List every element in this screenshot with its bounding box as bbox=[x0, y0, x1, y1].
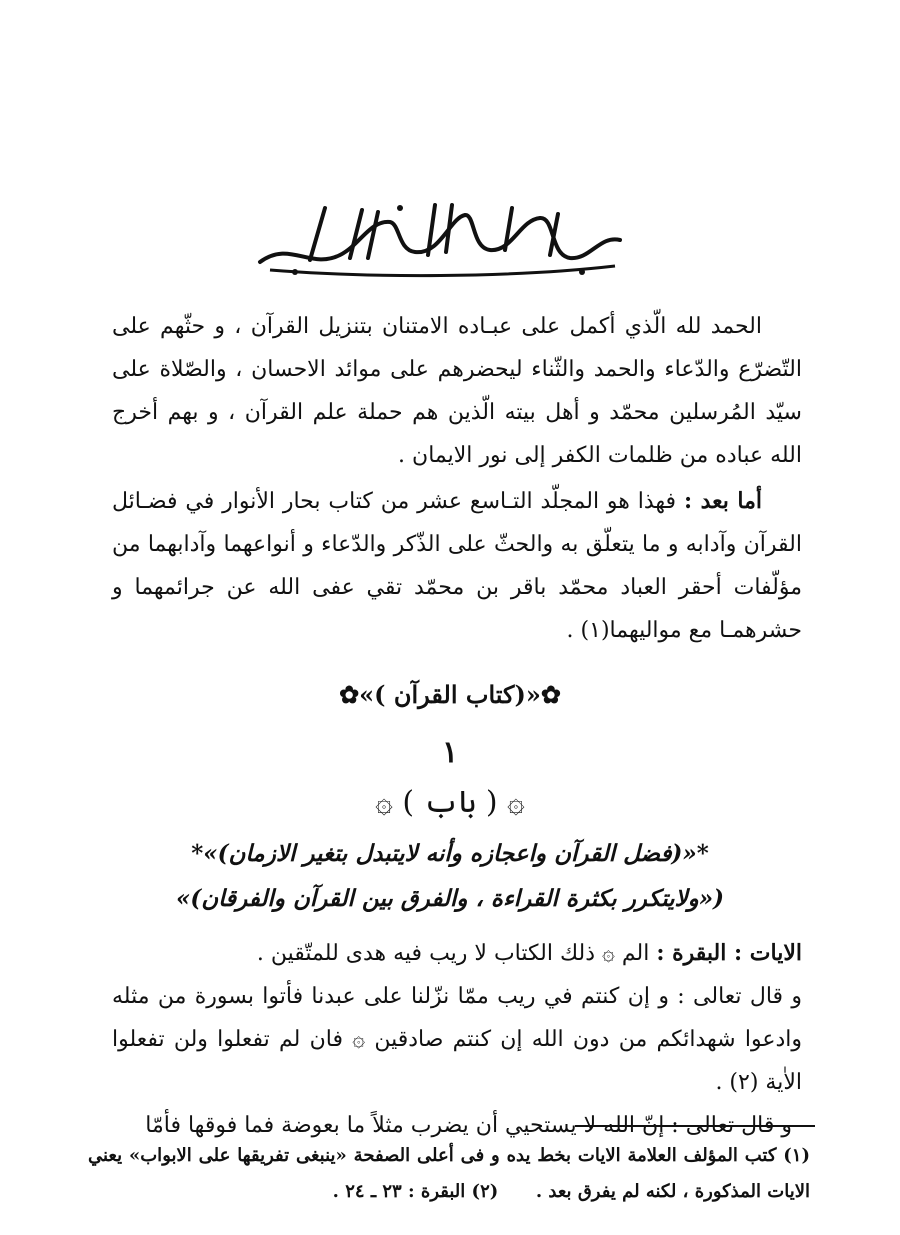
kitab-ornament-right: ✿ bbox=[540, 680, 561, 709]
preface-lead: أما بعد : bbox=[683, 488, 762, 514]
preface-text bbox=[112, 480, 802, 652]
chapter-title-line1 bbox=[100, 840, 800, 867]
chapter-title-line1-text: «(فضل القرآن واعجازه وأنه لايتبدل بتغير الازمان)» bbox=[203, 840, 697, 867]
bab-number: ١ bbox=[441, 735, 459, 770]
bab-ornament-right: ۞ bbox=[497, 785, 525, 820]
bismillah-calligraphy-graphic bbox=[250, 200, 630, 280]
verse-line3: و قال تعالى : إنّ الله لا يستحيي أن يضرب مثلاً ما بعوضة فما فوقها فأمّا bbox=[145, 1113, 792, 1138]
bab-label: ( باب ) bbox=[402, 785, 498, 820]
verse-line1 bbox=[112, 932, 802, 975]
chapter-title-line2: («ولايتكرر بكثرة القراءة ، والفرق بين القرآن والفرقان)» bbox=[175, 885, 725, 912]
verse-line1-text: الم ۞ ذلك الكتاب لا ريب فيه هدى للمتّقين . bbox=[256, 941, 657, 966]
bismillah-calligraphy bbox=[250, 200, 630, 280]
footnote-2-text: (٢) البقرة : ٢٣ ـ ٢٤ . bbox=[332, 1181, 499, 1202]
verses-section bbox=[112, 932, 802, 1147]
bab-ornament-left: ۞ bbox=[375, 785, 403, 820]
kitab-ornament-left: ✿ bbox=[339, 680, 360, 709]
verse-line2: و قال تعالى : و إن كنتم في ريب ممّا نزّلنا على عبدنا فأتوا بسورة من مثله وادعوا شهدائكم من دون الله إن كنتم صادقين ۞ فان لم تفعلوا ولن تفعلوا الاٰية (٢) . bbox=[112, 984, 802, 1095]
intro-text: الحمد لله الّذي أكمل على عبـاده الامتنان بتنزيل القرآن ، و حثّهم على التّضرّع والدّعاء والحمد والثّناء ليحضرهم على موائد الاحسان ، والصّلاة على سيّد المُرسلين محمّد و أهل بيته الّذين هم حملة علم القرآن ، و بهم أخرج الله عباده من ظلمات الكفر إلى نور الايمان . bbox=[112, 314, 802, 468]
preface-body: فهذا هو المجلّد التـاسع عشر من كتاب بحار الأنوار في فضـائل القرآن وآدابه و ما يتعلّق به والحثّ على الذّكر والدّعاء و أنواعهما وآدابهما من مؤلّفات أحقر العباد محمّد باقر بن محمّد تقي عفى الله عن جرائمهما و حشرهمـا مع مواليهما(١) . bbox=[112, 489, 802, 643]
footnote-1-text: (١) كتب المؤلف العلامة الايات بخط يده و فى أعلى الصفحة «ينبغى تفريقها على الابواب» يعني الايات المذكورة ، لكنه لم يفرق بعد . bbox=[88, 1145, 810, 1202]
kitab-title-text: «(كتاب القرآن )» bbox=[359, 680, 541, 709]
verses-lead: الايات : البقرة : bbox=[656, 940, 802, 966]
bab-heading bbox=[100, 785, 800, 820]
chapter-star-left: * bbox=[191, 840, 204, 867]
preface-paragraph bbox=[112, 480, 802, 652]
kitab-title bbox=[100, 680, 800, 709]
chapter-star-right: * bbox=[696, 840, 709, 867]
footnote-1 bbox=[88, 1138, 810, 1210]
footnote-divider bbox=[575, 1125, 815, 1127]
intro-paragraph bbox=[112, 305, 802, 477]
footnotes bbox=[88, 1138, 810, 1210]
